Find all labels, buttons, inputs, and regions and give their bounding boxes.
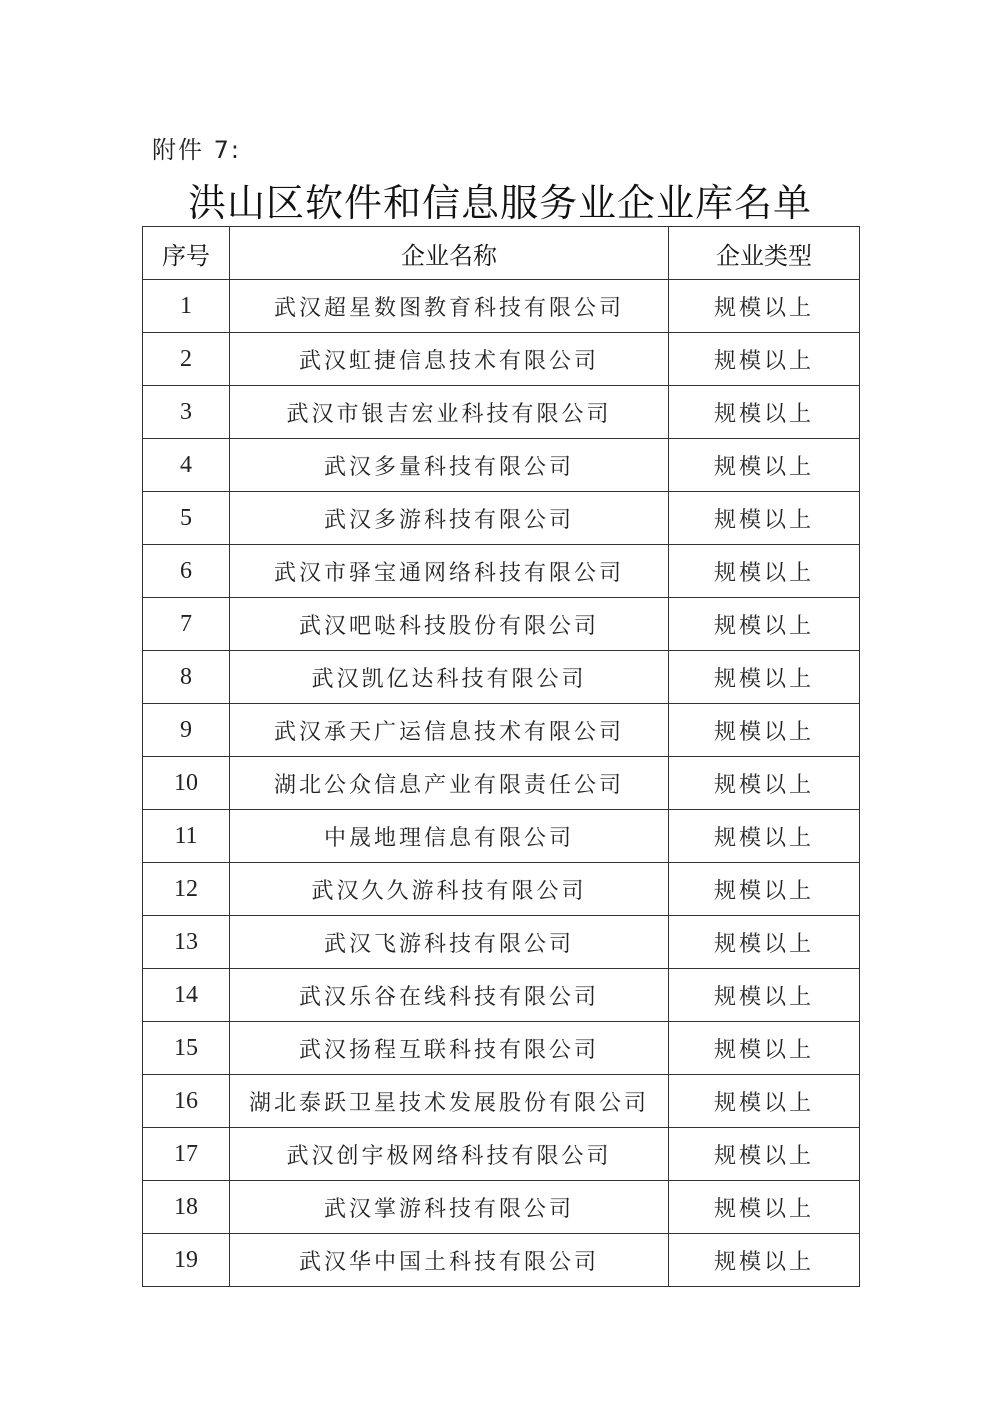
company-type: 规模以上 — [669, 492, 860, 545]
company-name: 武汉虹捷信息技术有限公司 — [230, 333, 669, 386]
row-number: 4 — [143, 439, 230, 492]
table-row — [143, 1181, 860, 1234]
table-row — [143, 386, 860, 439]
row-number: 9 — [143, 704, 230, 757]
row-number: 19 — [143, 1234, 230, 1287]
table-row — [143, 757, 860, 810]
table-header-row — [143, 227, 860, 280]
row-number: 14 — [143, 969, 230, 1022]
row-number: 5 — [143, 492, 230, 545]
company-type: 规模以上 — [669, 810, 860, 863]
column-header-name: 企业名称 — [230, 227, 669, 280]
table-row — [143, 280, 860, 333]
company-type: 规模以上 — [669, 1075, 860, 1128]
company-type: 规模以上 — [669, 598, 860, 651]
company-name: 武汉多游科技有限公司 — [230, 492, 669, 545]
row-number: 8 — [143, 651, 230, 704]
table-row — [143, 333, 860, 386]
company-name: 武汉吧哒科技股份有限公司 — [230, 598, 669, 651]
table-row — [143, 439, 860, 492]
table-row — [143, 810, 860, 863]
row-number: 18 — [143, 1181, 230, 1234]
company-type: 规模以上 — [669, 333, 860, 386]
company-type: 规模以上 — [669, 863, 860, 916]
table-row — [143, 916, 860, 969]
row-number: 15 — [143, 1022, 230, 1075]
table-row — [143, 1075, 860, 1128]
page-title: 洪山区软件和信息服务业企业库名单 — [187, 181, 812, 225]
company-type: 规模以上 — [669, 386, 860, 439]
row-number: 16 — [143, 1075, 230, 1128]
table-row — [143, 1234, 860, 1287]
table-row — [143, 1128, 860, 1181]
row-number: 11 — [143, 810, 230, 863]
company-type: 规模以上 — [669, 1181, 860, 1234]
table-row — [143, 545, 860, 598]
company-type: 规模以上 — [669, 969, 860, 1022]
table-row — [143, 1022, 860, 1075]
company-name: 中晟地理信息有限公司 — [230, 810, 669, 863]
company-name: 武汉乐谷在线科技有限公司 — [230, 969, 669, 1022]
company-name: 湖北公众信息产业有限责任公司 — [230, 757, 669, 810]
company-name: 武汉久久游科技有限公司 — [230, 863, 669, 916]
row-number: 3 — [143, 386, 230, 439]
company-table — [142, 226, 860, 1287]
company-name: 武汉承天广运信息技术有限公司 — [230, 704, 669, 757]
company-type: 规模以上 — [669, 916, 860, 969]
company-type: 规模以上 — [669, 651, 860, 704]
row-number: 17 — [143, 1128, 230, 1181]
company-name: 武汉市银吉宏业科技有限公司 — [230, 386, 669, 439]
table-row — [143, 863, 860, 916]
row-number: 6 — [143, 545, 230, 598]
company-name: 武汉超星数图教育科技有限公司 — [230, 280, 669, 333]
row-number: 1 — [143, 280, 230, 333]
table-row — [143, 492, 860, 545]
company-type: 规模以上 — [669, 704, 860, 757]
company-name: 武汉创宇极网络科技有限公司 — [230, 1128, 669, 1181]
column-header-type: 企业类型 — [669, 227, 860, 280]
company-type: 规模以上 — [669, 757, 860, 810]
table-row — [143, 651, 860, 704]
column-header-number: 序号 — [143, 227, 230, 280]
company-type: 规模以上 — [669, 1022, 860, 1075]
company-name: 武汉掌游科技有限公司 — [230, 1181, 669, 1234]
company-name: 武汉市驿宝通网络科技有限公司 — [230, 545, 669, 598]
table-row — [143, 598, 860, 651]
company-name: 武汉扬程互联科技有限公司 — [230, 1022, 669, 1075]
company-name: 武汉飞游科技有限公司 — [230, 916, 669, 969]
company-name: 湖北泰跃卫星技术发展股份有限公司 — [230, 1075, 669, 1128]
row-number: 10 — [143, 757, 230, 810]
row-number: 12 — [143, 863, 230, 916]
table-row — [143, 969, 860, 1022]
company-type: 规模以上 — [669, 439, 860, 492]
company-name: 武汉多量科技有限公司 — [230, 439, 669, 492]
company-type: 规模以上 — [669, 545, 860, 598]
company-type: 规模以上 — [669, 280, 860, 333]
company-type: 规模以上 — [669, 1128, 860, 1181]
table-row — [143, 704, 860, 757]
row-number: 7 — [143, 598, 230, 651]
row-number: 13 — [143, 916, 230, 969]
company-type: 规模以上 — [669, 1234, 860, 1287]
company-name: 武汉华中国土科技有限公司 — [230, 1234, 669, 1287]
attachment-label: 附件 7: — [152, 136, 241, 164]
company-name: 武汉凯亿达科技有限公司 — [230, 651, 669, 704]
row-number: 2 — [143, 333, 230, 386]
